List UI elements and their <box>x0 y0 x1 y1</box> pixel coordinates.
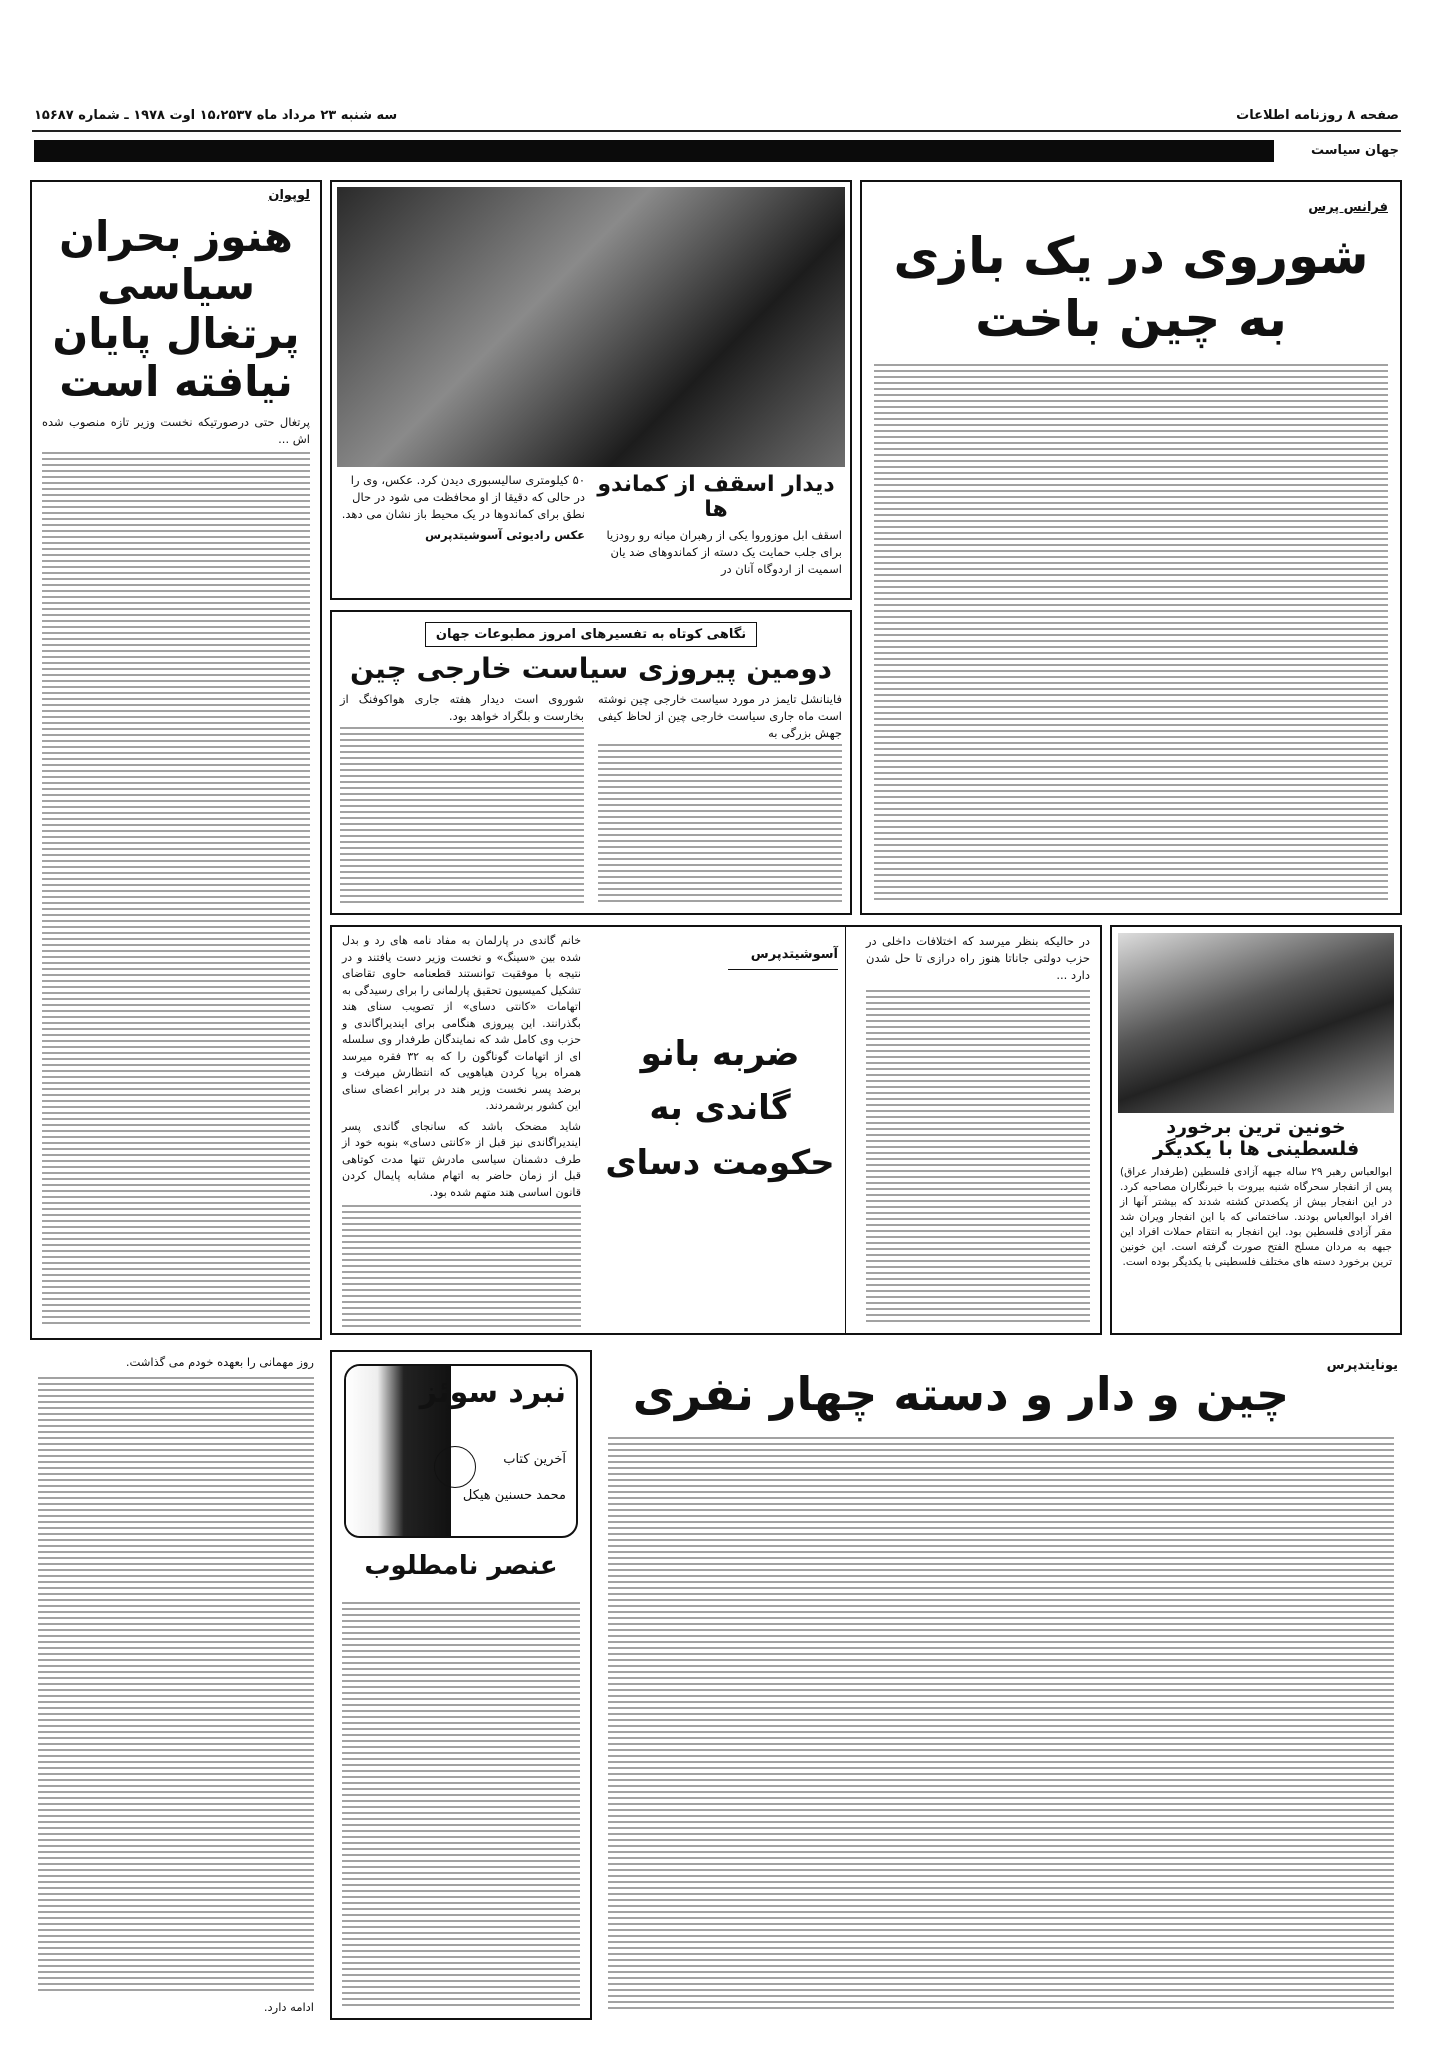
photo-abulabbas <box>1118 933 1394 1113</box>
header-rule <box>32 130 1401 132</box>
book-label: آخرین کتاب <box>503 1452 566 1467</box>
article-diary <box>30 1350 322 2020</box>
photo-commandos <box>337 187 845 467</box>
article-source: فرانس پرس <box>1308 200 1388 215</box>
body-text-texture <box>342 1205 581 1329</box>
circle-mark <box>434 1446 476 1488</box>
body-text-texture <box>42 452 310 1328</box>
photo-caption: ابوالعباس رهبر ۲۹ ساله جبهه آزادی فلسطین (طرفدار عراق) پس از انفجار سحرگاه شنبه بیروت با خبرنگاران مصاحبه کرد. در این انفجار بیش از یکصدتن کشته شدند که بیشتر آنها از افراد ابوالعباس بودند. ساختمانی که با این انفجار ویران شد مقر آزادی فلسطین بود. این انفجار به انتقام حملات افراد این جبهه به مردان مسلح الفتح صورت گرفته است. این خونین ترین برخورد دسته های مختلف فلسطینی با یکدیگر بوده است. <box>1120 1165 1392 1268</box>
body-text-texture <box>608 1437 1394 2012</box>
article-gang-of-four <box>600 1350 1402 2020</box>
article-headline: دومین پیروزی سیاست خارجی چین <box>349 652 833 685</box>
article-col-right: فاینانشل تایمز در مورد سیاست خارجی چین نوشته است ماه جاری سیاست خارجی چین از لحاظ کیفی جهش بزرگی به <box>598 692 842 741</box>
body-text-texture <box>340 727 584 905</box>
article-headline: هنوز بحران سیاسی پرتغال پایان نیافته است <box>52 212 300 406</box>
article-kicker: نگاهی کوتاه به تفسیرهای امروز مطبوعات جهان <box>425 622 757 647</box>
photo-caption-right: اسقف ابل موزوروا یکی از رهبران میانه رو رودزیا برای جلب حمایت یک دسته از کماندوهای ضد یان اسمیت از اردوگاه آنان در <box>606 527 842 576</box>
article-col-left: شوروی است دیدار هفته جاری هواکوفنگ از بخارست و بلگراد خواهد بود. <box>340 692 584 724</box>
article-source: لوپوان <box>268 188 310 203</box>
article-headline: شوروی در یک بازی به چین باخت <box>893 227 1369 348</box>
article-source: یونایتدپرس <box>1326 1358 1398 1373</box>
article-ending: شاید مضحک باشد که سانجای گاندی پسر ایندیراگاندی نیز قبل از «کانتی دسای» بنوبه خود از طرف دشمنان سیاسی مادرش تنها مدت کوتاهی قبل از زمان حاضر به اتهام مشابه پایمال کردن قانون اساسی هند متهم شده بود. <box>342 1119 581 1199</box>
photo-credit: عکس رادیوئی آسوشیتدپرس <box>425 528 585 542</box>
photo-bishop <box>330 180 852 600</box>
article-excerpt: پرتغال حتی درصورتیکه نخست وزیر تازه منصوب شده اش ... <box>42 415 310 447</box>
body-text-texture <box>874 364 1388 901</box>
series-banner <box>344 1364 578 1538</box>
article-palestine <box>1110 925 1402 1335</box>
photo-caption-left: ۵۰ کیلومتری سالیسبوری دیدن کرد. عکس، وی را در حالی که دقیقا از او محافظت می شود در حال نطق برای کماندوها در یک محیط باز نشان می دهد. <box>341 473 585 521</box>
article-source: آسوشیتدپرس <box>750 947 838 962</box>
article-portugal <box>30 180 322 1340</box>
article-headline: عنصر نامطلوب <box>364 1551 558 1581</box>
author-name: محمد حسنین هیکل <box>462 1488 566 1503</box>
article-excerpt: روز مهمانی را بعهده خودم می گذاشت. <box>125 1355 314 1369</box>
article-nabard <box>330 1350 592 2020</box>
article-china-victory <box>330 610 852 915</box>
article-gandhi <box>330 925 1102 1335</box>
source-rule <box>728 969 838 970</box>
series-title: نبرد سوئز <box>419 1375 566 1410</box>
photo-headline: دیدار اسقف از کماندو ها <box>597 472 835 523</box>
article-headline: چین و دار و دسته چهار نفری <box>632 1367 1290 1421</box>
page-label: صفحه ۸ روزنامه اطلاعات <box>1236 108 1399 123</box>
article-headline: ضربه بانو گاندی به حکومت دسای <box>605 1034 835 1183</box>
side-column: در حالیکه بنظر میرسد که اختلافات داخلی در حزب دولتی جاناتا هنوز راه درازی تا حل شدن دارد ... <box>866 934 1090 982</box>
date-issue: سه شنبه ۲۳ مرداد ماه ۱۵،۲۵۳۷ اوت ۱۹۷۸ ـ شماره ۱۵۶۸۷ <box>34 108 398 123</box>
body-text-texture <box>342 1602 580 2008</box>
continued-label: ادامه دارد. <box>263 2000 314 2014</box>
body-text-texture <box>598 744 842 905</box>
section-title: جهان سیاست <box>1311 143 1399 158</box>
body-text-texture <box>38 1377 314 1993</box>
article-excerpt: خانم گاندی در پارلمان به مفاد نامه های رد و بدل شده بین «سینگ» و نخست وزیر دست یافتند و در نتیجه با موفقیت توانستند قطعنامه حاوی تقاضای تشکیل کمیسیون تحقیق پارلمانی را برای رسیدگی به اتهامات «کانتی دسای» از تصویب سنای هند بگذرانند. این پیروزی هنگامی برای ایندیراگاندی و حزب وی کامل شد که نمایندگان طرفدار وی سلسله ای از اتهامات گوناگون را که به ۳۲ فقره میرسد همراه برپا کردن هیاهویی که انتظارش میرفت و برضد پسر نخست وزیر هند در برابر اعضای سنای این کشور برشمردند. <box>342 934 581 1112</box>
article-headline: خونین ترین برخورد فلسطینی ها با یکدیگر <box>1152 1116 1360 1160</box>
section-bar <box>34 140 1274 162</box>
body-text-texture <box>866 990 1090 1325</box>
column-divider <box>845 927 847 1333</box>
article-soviet <box>860 180 1402 915</box>
